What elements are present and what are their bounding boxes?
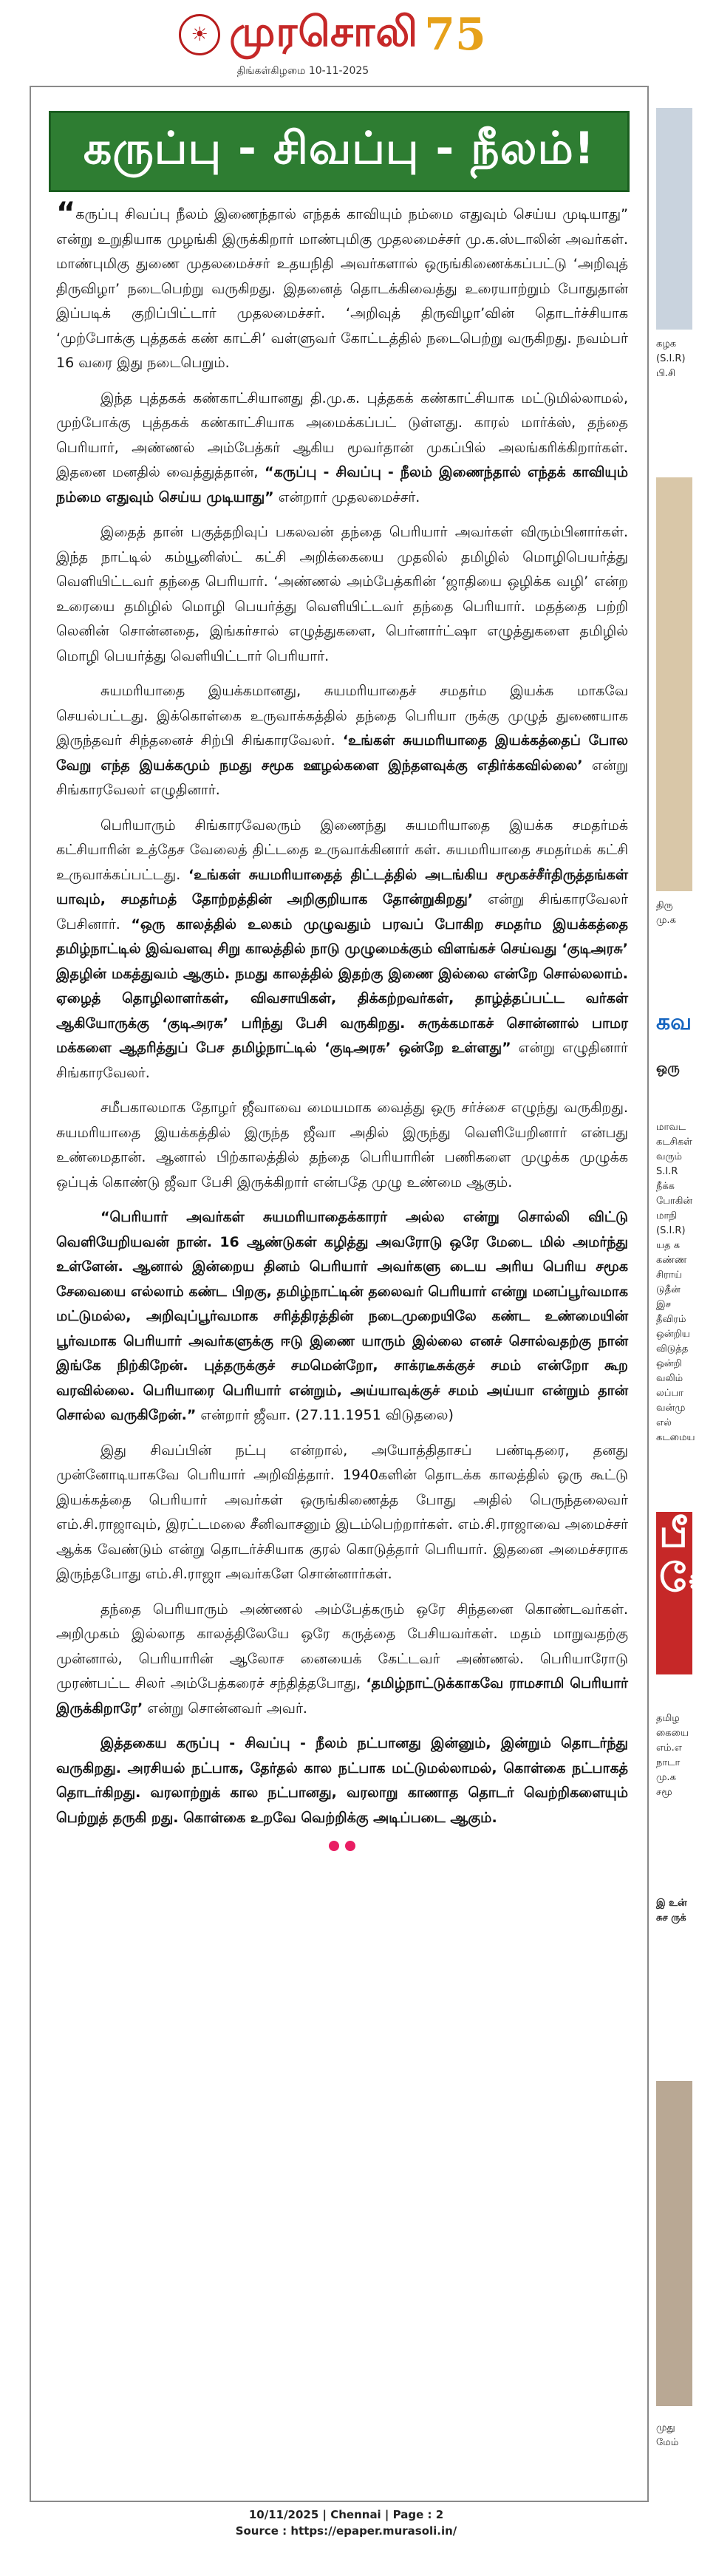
adjacent-photo [656, 108, 692, 330]
end-of-article-dots [56, 1841, 628, 1851]
footer-source: Source : https://epaper.murasoli.in/ [235, 2524, 457, 2538]
adjacent-article-strip [653, 86, 716, 2524]
adjacent-body-text-3: இ உன் சுச ருக் [656, 1898, 687, 1924]
paragraph-7-quote: “பெரியார் அவர்கள் சுயமரியாதைக்காரர் அல்ல என்று சொல்லி விட்டு வெளியேறியவன் நான். 16 ஆண்டுகள் கழித்து அவரோடு ஒரே மேடை மில் அமர்ந்து உள்ளேன். ஆனால் இன்றைய தினம் பெரியார் அவர்களு டைய அரிய பெரிய சமூக சேவையை எல்லாம் கண்ட பிறகு, தமிழ்நாட்டின் தலைவர் பெரியார் என்று மனப்பூர்வமாக மட்டுமல்ல, அறிவுப்பூர்வமாக சரித்திரத்தின் நடைமுறையிலே கண்ட உண்மையின் பூர்வமாக பெரியார் அவர்களுக்கு ஈடு இணை யாரும் இல்லை எனச் சொல்வதற்கு நான் இங்கே நிற்கிறேன். புத்தருக்குச் சமமென்றோ, சாக்ரடீசுக்குச் சமம் என்றோ கூற வரவில்லை. பெரியாரை பெரியார் என்றும், அய்யாவுக்குச் சமம் அய்யா என்றும் தான் சொல்ல வருகிறேன்.” [56, 1209, 628, 1423]
end-dot-icon [329, 1841, 339, 1851]
paragraph-10 [56, 1731, 628, 1830]
adjacent-caption-3: முது மேம் [656, 2422, 679, 2448]
paragraph-1-text: கருப்பு சிவப்பு நீலம் இணைந்தால் எந்தக் காவியும் நம்மை எதுவும் செய்ய முடியாது” என்று உறுதியாக முழங்கி இருக்கிறார் மாண்புமிகு முதலமைச்சர் மு.க.ஸ்டாலின் அவர்கள். மாண்புமிகு துணை முதலமைச்சர் உதயநிதி அவர்களால் ஒருங்கிணைக்கப்பட்டு ‘அறிவுத் திருவிழா’ நடைபெற்று வருகிறது. இதனைத் தொடக்கிவைத்து உரையாற்றும் போதுதான் இப்படிக் குறிப்பிட்டார் முதலமைச்சர். ‘அறிவுத் திருவிழா’வின் தொடர்ச்சியாக ‘முற்போக்கு புத்தகக் கண் காட்சி’ வள்ளுவர் கோட்டத்தில் நடைபெற்று வருகிறது. நவம்பர் 16 வரை இது நடைபெறும். [56, 206, 628, 371]
adjacent-caption-1: கழக (S.I.R) பி.சி [656, 338, 686, 379]
adjacent-red-banner [656, 1512, 716, 1674]
paragraph-7-tail: என்றார் ஜீவா. (27.11.1951 விடுதலை) [200, 1407, 454, 1423]
paragraph-2-text: இந்த புத்தகக் கண்காட்சியானது தி.மு.க. புத்தகக் கண்காட்சியாக மட்டுமில்லாமல், முற்போக்கு புத்தகக் கண்காட்சியாக அமைக்கப்பட் டுள்ளது. காரல் மார்க்ஸ், தந்தை பெரியார், அண்ணல் அம்பேத்கர் ஆகிய மூவர்தான் முகப்பில் அலங்கரிக்கிறார்கள். இதனை மனதில் வைத்துத்தான், [56, 389, 628, 480]
paragraph-5-quote-1: ‘உங்கள் சுயமரியாதைத் திட்டத்தில் அடங்கிய சமூகச்சீர்திருத்தங்கள் யாவும், சமதர்மத் தோற்றத்தின் அறிகுறியாக தோன்றுகிறது’ [56, 866, 628, 907]
editorial-article [30, 86, 649, 2502]
paragraph-5-text: பெரியாரும் சிங்காரவேலரும் இணைந்து சுயமரியாதை இயக்க சமதர்மக் கட்சியாரின் உத்தேச வேலைத் திட்டதை உருவாக்கினார் கள். சுயமரியாதை சமதர்மக் கட்சி உருவாக்கப்பட்டது. [56, 817, 628, 883]
paragraph-8 [56, 1439, 628, 1587]
adjacent-body-text: மாவட கடசிகள் வரும் S.I.R நீக்க போகின் மாநி (S.I.R) யத க கண்ண சிராய் டுதீன் இச தீவிரம் ஒன்றிய விடுத்த ஒன்றி வலிம் லப்பா வன்மு எல் கடமைய [656, 1122, 695, 1443]
paragraph-9 [56, 1598, 628, 1722]
paragraph-6 [56, 1096, 628, 1195]
paragraph-9-text: தந்தை பெரியாரும் அண்ணல் அம்பேத்கரும் ஒரே சிந்தனை கொண்டவர்கள். அறிமுகம் இல்லாத காலத்திலேயே ஒரே கருத்தை பேசியவர்கள். மதம் மாறுவதற்கு முன்னால், பெரியாரின் ஆலோச னையைக் கேட்டவர் அண்ணல். பெரியாரோடு முரண்பட்ட சிலர் அம்பேத்கரைச் சந்தித்தபோது, [56, 1601, 628, 1691]
adjacent-banner-text: பீ ே [659, 1512, 716, 1601]
page-footer [0, 2507, 692, 2539]
paragraph-3-text: இதைத் தான் பகுத்தறிவுப் பகலவன் தந்தை பெரியார் அவர்கள் விரும்பினார்கள். இந்த நாட்டில் கம்யூனிஸ்ட் கட்சி அறிக்கையை முதலில் தமிழில் மொழிபெயர்த்து வெளியிட்டவர் தந்தை பெரியார். ‘அண்ணல் அம்பேத்கரின் ‘ஜாதியை ஒழிக்க வழி’ என்ற உரையை தமிழில் மொழி பெயர்த்து வெளியிட்டவர் தந்தை பெரியார். மதத்தை பற்றி லெனின் சொன்னதை, இங்கர்சால் எழுத்துகளை, பெர்னார்ட்ஷா எழுத்துகளை தமிழில் மொழி பெயர்த்து வெளியிட்டார் பெரியார். [56, 524, 628, 664]
adjacent-subhead: ஒரு [656, 1060, 680, 1076]
paragraph-9-tail: என்று சொன்னவர் அவர். [147, 1700, 307, 1717]
paragraph-4 [56, 679, 628, 803]
paragraph-4-text: சுயமரியாதை இயக்கமானது, சுயமரியாதைச் சமதர்ம இயக்க மாகவே செயல்பட்டது. இக்கொள்கை உருவாக்கத்தில் தந்தை பெரியா ருக்கு முழுத் துணையாக இருந்தவர் சிந்தனைச் சிற்பி சிங்காரவேலர். [56, 683, 628, 749]
paragraph-2 [56, 386, 628, 511]
paragraph-8-text: இது சிவப்பின் நட்பு என்றால், அயோத்திதாசப் பண்டிதரை, தனது முன்னோடியாகவே பெரியார் அறிவித்தார். 1940களின் தொடக்க காலத்தில் ஒரு கூட்டு இயக்கத்தை பெரியார் அவர்கள் ஒருங்கிணைத்த போது அதில் பெருந்தலைவர் எம்.சி.ராஜாவும், இரட்டமலை சீனிவாசனும் இடம்பெற்றார்கள். எம்.சி.ராஜாவை அமைச்சர் ஆக்க வேண்டும் என்று தொடர்ச்சியாக குரல் கொடுத்தார் பெரியார். இதனை அமைச்சராக இருந்தபோது எம்.சி.ராஜா அவர்களே சொன்னார்கள். [56, 1442, 628, 1582]
left-gutter [0, 86, 27, 2502]
headline-box [49, 111, 630, 192]
headline: கருப்பு - சிவப்பு - நீலம்! [83, 123, 596, 174]
rising-sun-emblem-icon: ☀ [179, 14, 220, 55]
end-dot-icon [345, 1841, 355, 1851]
adjacent-caption-2: திரு மு.க [656, 900, 676, 926]
masthead-name: முரசொலி [229, 8, 419, 56]
paragraph-9-quote: ‘தமிழ்நாட்டுக்காகவே ராமசாமி பெரியார் இருக்கிறாரே’ [56, 1675, 628, 1717]
paragraph-5-tail: என்று எழுதினார் சிங்காரவேலர். [56, 1040, 628, 1081]
paragraph-5 [56, 814, 628, 1086]
adjacent-body-text-2: தமிழ கையை எம்.எ நாடா மு.க சமூ [656, 1713, 689, 1798]
paragraph-3 [56, 520, 628, 669]
anniversary-badge: 75 [424, 9, 486, 61]
paragraph-4-tail: என்று சிங்காரவேலர் எழுதினார். [56, 757, 628, 798]
paragraph-5-quote-2: “ஒரு காலத்தில் உலகம் முழுவதும் பரவப் போகிற சமதர்ம இயக்கத்தை தமிழ்நாட்டில் இவ்வளவு சிறு காலத்தில் நாடு முழுமைக்கும் விளங்கச் செய்வது ‘குடிஅரசு’ இதழின் மகத்துவம் ஆகும். நமது காலத்தில் இதற்கு இணை இல்லை என்றே சொல்லலாம். ஏழைத் தொழிலாளர்கள், விவசாயிகள், திக்கற்றவர்கள், தாழ்த்தப்பட்ட வர்கள் ஆகியோருக்கு ‘குடிஅரசு’ பரிந்து பேசி வருகிறது. சுருக்கமாகச் சொன்னால் பாமர மக்களை ஆதரித்துப் பேச தமிழ்நாட்டில் ‘குடிஅரசு’ ஒன்றே உள்ளது” [56, 916, 628, 1056]
paragraph-4-quote: ‘உங்கள் சுயமரியாதை இயக்கத்தைப் போல வேறு எந்த இயக்கமும் நமது சமூக ஊழல்களை இந்தளவுக்கு எதிர்க்கவில்லை’ [56, 732, 628, 774]
adjacent-photo [656, 2081, 692, 2406]
article-body [31, 197, 647, 1851]
paragraph-6-text: சமீபகாலமாக தோழர் ஜீவாவை மையமாக வைத்து ஒரு சர்ச்சை எழுந்து வருகிறது. சுயமரியாதை இயக்கத்தில் இருந்த ஜீவா அதில் இருந்து வெளியேறினார் என்பது உண்மைதான். ஆனால் பிற்காலத்தில் தந்தை பெரியாரின் பணிகளை முழுக்க முழுக்க ஒப்புக் கொண்டு ஜீவா பேசி இருக்கிறார் என்பதே முழு உண்மை ஆகும். [56, 1100, 628, 1190]
paragraph-10-conclusion: இத்தகைய கருப்பு - சிவப்பு - நீலம் நட்பானது இன்னும், இன்றும் தொடர்ந்து வருகிறது. அரசியல் நட்பாக, தேர்தல் கால நட்பாக மட்டுமல்லாமல், கொள்கை நட்பாகத் தொடர்கிறது. வரலாற்றுக் கால நட்பானது, வரலாறு காணாத தொடர் வெற்றிகளையும் பெற்றுத் தருகி றது. கொள்கை உறவே வெற்றிக்கு அடிப்படை ஆகும். [56, 1735, 628, 1826]
paragraph-5-mid: என்று சிங்காரவேலர் பேசினார். [56, 891, 628, 933]
adjacent-photo [656, 477, 692, 891]
paragraph-2-tail: என்றார் முதலமைச்சர். [278, 488, 420, 505]
footer-date-page: 10/11/2025 | Chennai | Page : 2 [248, 2508, 444, 2521]
adjacent-headline: கவ [656, 1009, 692, 1035]
masthead [148, 3, 517, 67]
open-quote-mark: “ [56, 197, 76, 231]
paragraph-7 [56, 1205, 628, 1428]
paragraph-1 [56, 197, 628, 376]
paragraph-2-quote: “கருப்பு - சிவப்பு - நீலம் இணைந்தால் எந்தக் காவியும் நம்மை எதுவும் செய்ய முடியாது” [56, 464, 628, 505]
dateline: திங்கள்கிழமை 10-11-2025 [236, 65, 369, 77]
